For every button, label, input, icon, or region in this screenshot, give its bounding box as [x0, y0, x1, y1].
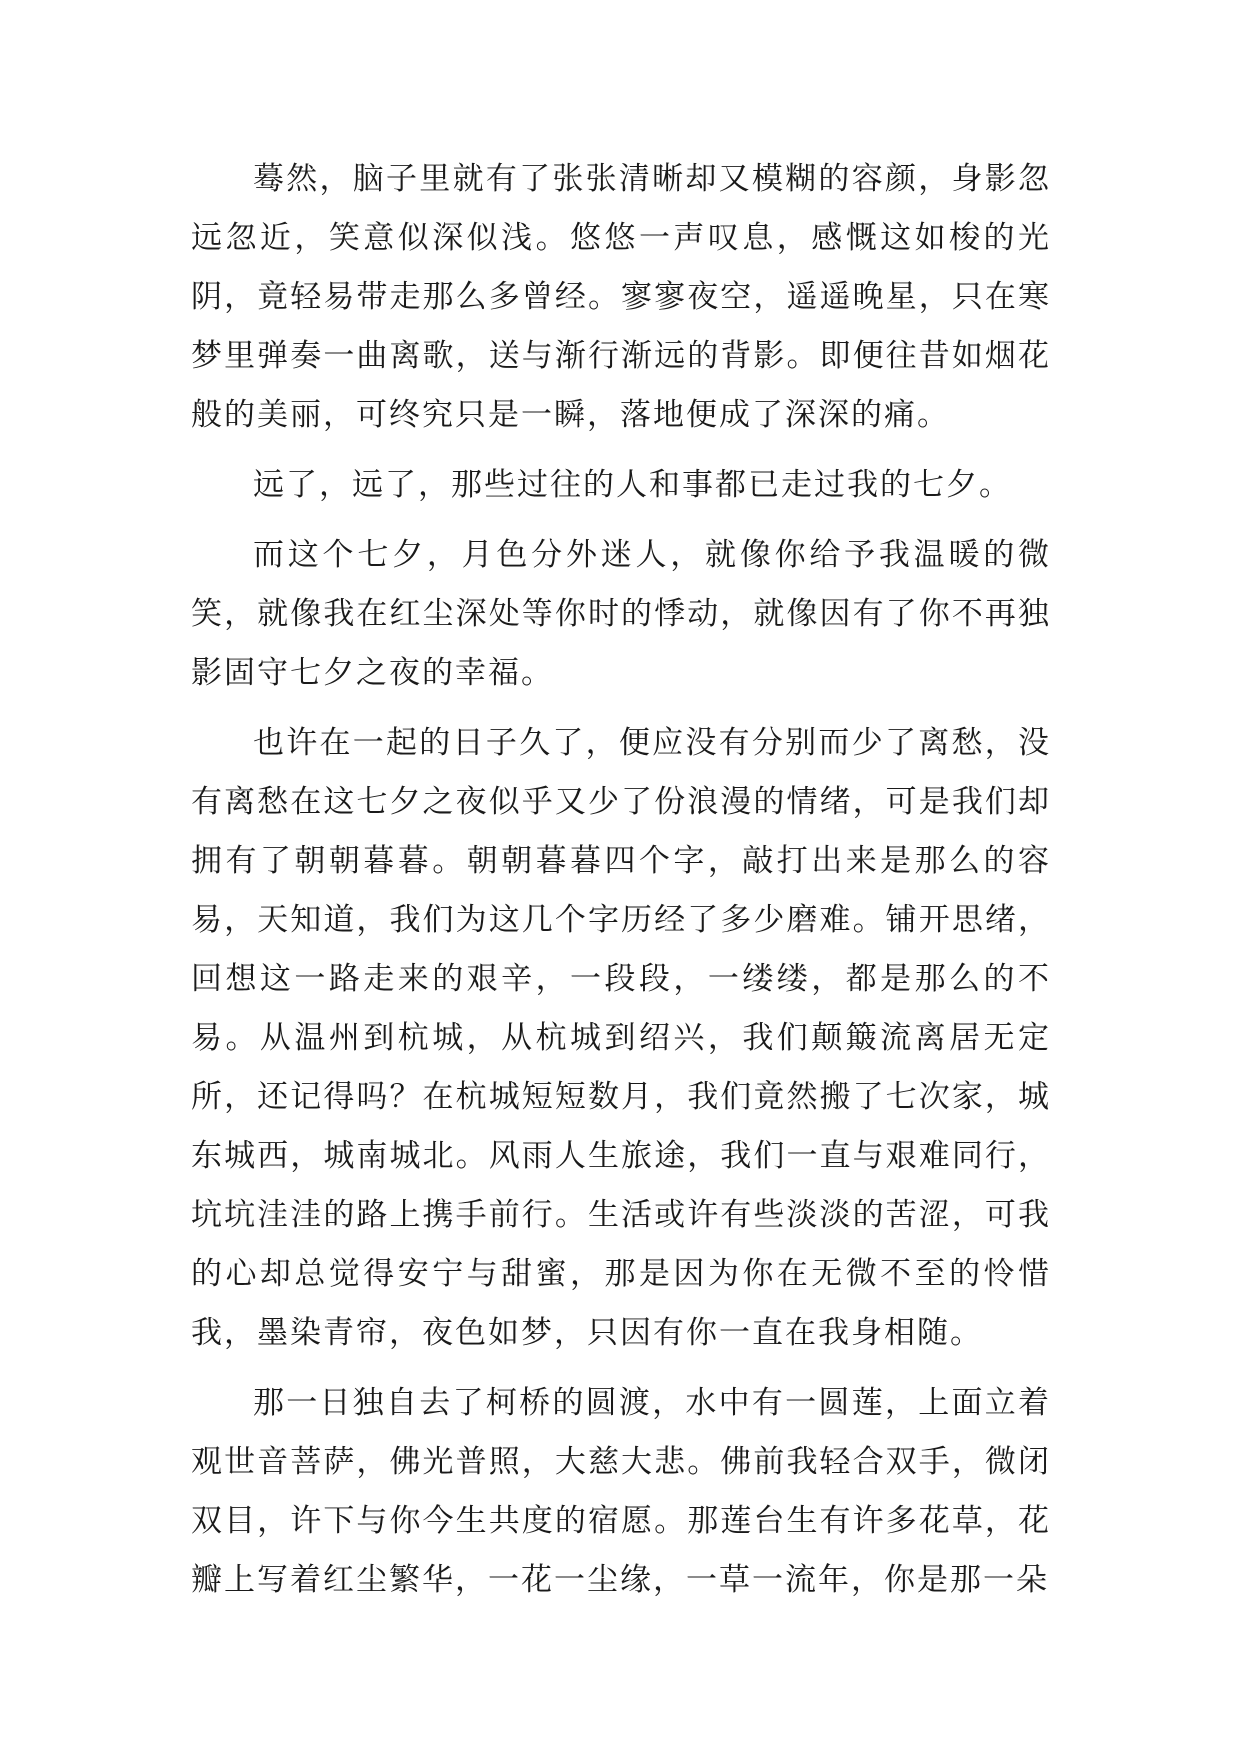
paragraph-2: 远了，远了，那些过往的人和事都已走过我的七夕。: [253, 467, 1012, 503]
document-page: [191, 150, 1051, 1621]
paragraph-1: 蓦然，脑子里就有了张张清晰却又模糊的容颜，身影忽远忽近，笑意似深似浅。悠悠一声叹息，感慨这如梭的光阴，竟轻易带走那么多曾经。寥寥夜空，遥遥晚星，只在寒梦里弹奏一曲离歌，送与渐行渐远的背影。即便往昔如烟花般的美丽，可终究只是一瞬，落地便成了深深的痛。: [191, 161, 1051, 433]
paragraph-4: 也许在一起的日子久了，便应没有分别而少了离愁，没有离愁在这七夕之夜似乎又少了份浪漫的情绪，可是我们却拥有了朝朝暮暮。朝朝暮暮四个字，敲打出来是那么的容易，天知道，我们为这几个字历经了多少磨难。铺开思绪，回想这一路走来的艰辛，一段段，一缕缕，都是那么的不易。从温州到杭城，从杭城到绍兴，我们颠簸流离居无定所，还记得吗？在杭城短短数月，我们竟然搬了七次家，城东城西，城南城北。风雨人生旅途，我们一直与艰难同行，坑坑洼洼的路上携手前行。生活或许有些淡淡的苦涩，可我的心却总觉得安宁与甜蜜，那是因为你在无微不至的怜惜我，墨染青帘，夜色如梦，只因有你一直在我身相随。: [191, 725, 1051, 1351]
paragraph-5: 那一日独自去了柯桥的圆渡，水中有一圆莲，上面立着观世音菩萨，佛光普照，大慈大悲。佛前我轻合双手，微闭双目，许下与你今生共度的宿愿。那莲台生有许多花草，花瓣上写着红尘繁华，一花一尘缘，一草一流年，你是那一朵: [191, 1385, 1051, 1598]
paragraph-3: 而这个七夕，月色分外迷人，就像你给予我温暖的微笑，就像我在红尘深处等你时的悸动，就像因有了你不再独影固守七夕之夜的幸福。: [191, 537, 1051, 691]
